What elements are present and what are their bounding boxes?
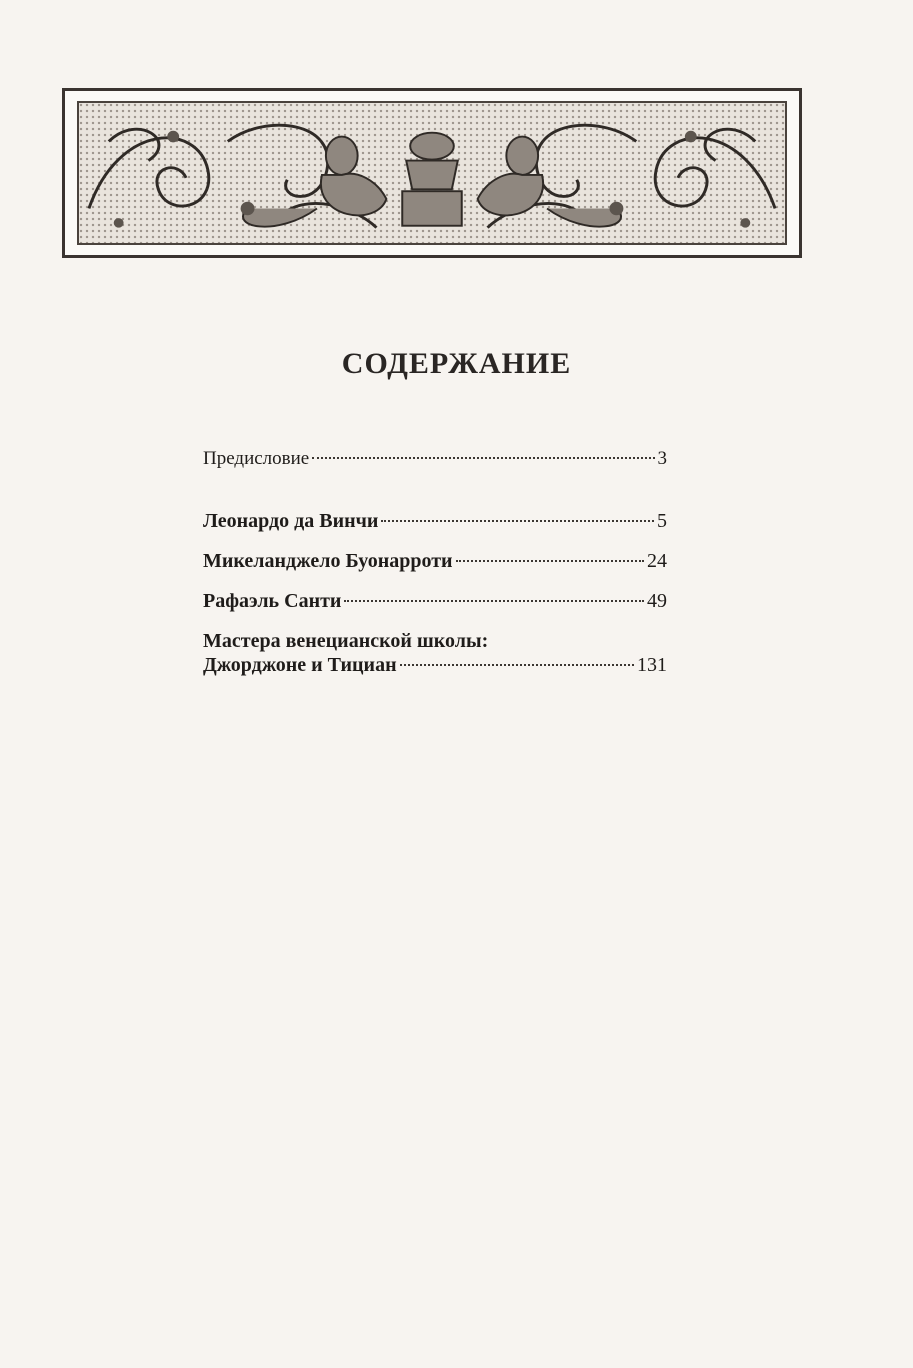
toc-entry-label: Предисловие [203,448,310,469]
scrollwork-icon [79,103,785,243]
dot-leader [344,600,644,602]
dot-leader [456,560,644,562]
toc-entry-label: Леонардо да Винчи [203,510,379,532]
toc-entry-page: 24 [647,550,667,572]
page-title: СОДЕРЖАНИЕ [341,347,572,380]
toc-entry-raphael[interactable] [203,590,667,618]
toc-entry-label: Микеланджело Буонарроти [203,550,453,572]
ornamental-banner [62,88,802,258]
dot-leader [400,664,634,666]
toc-entry-leonardo[interactable] [203,510,667,538]
toc-entry-label-line2: Джорджоне и Тициан [203,654,397,676]
dot-leader [381,520,654,522]
table-of-contents [203,448,667,682]
toc-entry-line2 [203,654,667,682]
toc-entry-michelangelo[interactable] [203,550,667,578]
toc-entry-page: 49 [647,590,667,612]
dot-leader [312,457,654,459]
toc-entry-preface[interactable] [203,448,667,476]
ornamental-banner-icon [77,101,787,245]
toc-entry-page: 3 [657,448,667,469]
toc-entry-page: 5 [657,510,667,532]
toc-entry-page: 131 [637,654,667,676]
toc-entry-venetian[interactable] [203,628,667,682]
toc-entry-label-line1: Мастера венецианской школы: [203,630,489,652]
toc-entry-label: Рафаэль Санти [203,590,342,612]
